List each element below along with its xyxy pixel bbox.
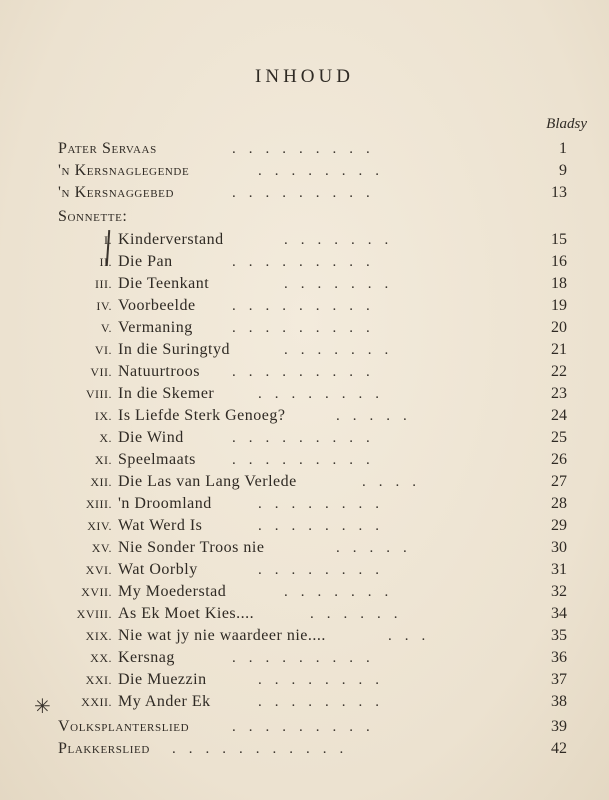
toc-entry-label: My Ander Ek xyxy=(118,693,211,710)
toc-entry-page: 19 xyxy=(551,297,567,314)
toc-entry-page: 22 xyxy=(551,363,567,380)
toc-entry[interactable] xyxy=(0,625,609,647)
leader-dots: ......... xyxy=(232,719,383,735)
toc-entry[interactable] xyxy=(0,716,609,738)
leader-dots: ........ xyxy=(258,163,392,179)
leader-dots: ........ xyxy=(258,496,392,512)
toc-entry[interactable] xyxy=(0,383,609,405)
sonnet-numeral: XVII. xyxy=(81,585,112,599)
sonnet-numeral: XVI. xyxy=(85,563,112,577)
toc-entry[interactable] xyxy=(0,138,609,160)
toc-entry-label: As Ek Moet Kies.... xyxy=(118,605,255,622)
sonnet-numeral: VIII. xyxy=(85,387,112,401)
sonnet-numeral: II. xyxy=(99,255,112,269)
toc-entry[interactable] xyxy=(0,427,609,449)
page-title: INHOUD xyxy=(255,66,354,87)
toc-entry[interactable] xyxy=(0,251,609,273)
toc-entry-page: 13 xyxy=(551,184,567,201)
toc-entry-label: Plakkerslied xyxy=(58,740,150,757)
toc-entry[interactable] xyxy=(0,405,609,427)
toc-entry-page: 21 xyxy=(551,341,567,358)
leader-dots: ......... xyxy=(232,430,383,446)
leader-dots: ........ xyxy=(258,694,392,710)
sonnet-numeral: XV. xyxy=(91,541,112,555)
toc-entry[interactable] xyxy=(0,160,609,182)
toc-entry[interactable] xyxy=(0,603,609,625)
toc-entry-page: 36 xyxy=(551,649,567,666)
leader-dots: ......... xyxy=(232,364,383,380)
toc-entry-label: Die Muezzin xyxy=(118,671,207,688)
toc-entry-label: Kersnag xyxy=(118,649,175,666)
toc-entry[interactable] xyxy=(0,339,609,361)
sonnets-heading: Sonnette: xyxy=(58,208,128,225)
toc-entry[interactable] xyxy=(0,647,609,669)
leader-dots: ........... xyxy=(172,741,357,757)
leader-dots: ......... xyxy=(232,298,383,314)
toc-entry-label: In die Skemer xyxy=(118,385,215,402)
leader-dots: ....... xyxy=(284,342,402,358)
toc-entry[interactable] xyxy=(0,229,609,251)
toc-entry-label: Is Liefde Sterk Genoeg? xyxy=(118,407,286,424)
toc-entry-page: 23 xyxy=(551,385,567,402)
leader-dots: ... xyxy=(388,628,439,644)
leader-dots: ......... xyxy=(232,452,383,468)
toc-entry-label: Die Wind xyxy=(118,429,184,446)
toc-entry-page: 37 xyxy=(551,671,567,688)
leader-dots: ...... xyxy=(310,606,411,622)
leader-dots: ........ xyxy=(258,386,392,402)
toc-entry-page: 31 xyxy=(551,561,567,578)
toc-entry-label: 'n Droomland xyxy=(118,495,212,512)
sonnet-numeral: XIV. xyxy=(87,519,112,533)
toc-entry-page: 20 xyxy=(551,319,567,336)
toc-entry-label: Volksplanterslied xyxy=(58,718,190,735)
sonnet-numeral: III. xyxy=(95,277,112,291)
toc-entry-page: 28 xyxy=(551,495,567,512)
toc-entry-label: My Moederstad xyxy=(118,583,227,600)
toc-entry-label: Wat Werd Is xyxy=(118,517,203,534)
toc-entry-label: Wat Oorbly xyxy=(118,561,198,578)
toc-entry[interactable] xyxy=(0,182,609,204)
leader-dots: ..... xyxy=(336,540,420,556)
toc-entry-label: Speelmaats xyxy=(118,451,196,468)
toc-entry-page: 25 xyxy=(551,429,567,446)
toc-entry-page: 26 xyxy=(551,451,567,468)
toc-entry-label: Vermaning xyxy=(118,319,193,336)
sonnet-numeral: XII. xyxy=(90,475,112,489)
toc-entry[interactable] xyxy=(0,361,609,383)
toc-entry[interactable] xyxy=(0,581,609,603)
leader-dots: ....... xyxy=(284,232,402,248)
toc-entry-page: 38 xyxy=(551,693,567,710)
toc-entry-page: 32 xyxy=(551,583,567,600)
toc-entry-label: Kinderverstand xyxy=(118,231,224,248)
toc-entry-page: 29 xyxy=(551,517,567,534)
toc-entry-page: 30 xyxy=(551,539,567,556)
toc-entry-label: In die Suringtyd xyxy=(118,341,230,358)
toc-entry-page: 15 xyxy=(551,231,567,248)
toc-entry[interactable] xyxy=(0,559,609,581)
sonnet-numeral: XXII. xyxy=(81,695,112,709)
sonnet-numeral: I. xyxy=(104,233,112,247)
sonnet-numeral: IX. xyxy=(94,409,112,423)
sonnet-numeral: X. xyxy=(99,431,112,445)
toc-entry[interactable] xyxy=(0,317,609,339)
asterisk-pencil-mark: ✳ xyxy=(34,694,51,718)
toc-entry-page: 27 xyxy=(551,473,567,490)
toc-entry-label: Die Pan xyxy=(118,253,173,270)
toc-entry-label: 'n Kersnaggebed xyxy=(58,184,175,201)
leader-dots: ........ xyxy=(258,672,392,688)
toc-entry[interactable] xyxy=(0,738,609,760)
toc-entry-page: 42 xyxy=(551,740,567,757)
toc-entry[interactable] xyxy=(0,669,609,691)
toc-entry-label: Die Las van Lang Verlede xyxy=(118,473,297,490)
toc-entry[interactable] xyxy=(0,449,609,471)
toc-entry-label: Die Teenkant xyxy=(118,275,210,292)
leader-dots: .... xyxy=(362,474,429,490)
leader-dots: ........ xyxy=(258,518,392,534)
leader-dots: ....... xyxy=(284,584,402,600)
leader-dots: ..... xyxy=(336,408,420,424)
leader-dots: ........ xyxy=(258,562,392,578)
toc-entry-page: 39 xyxy=(551,718,567,735)
sonnet-numeral: XX. xyxy=(90,651,112,665)
toc-entry-label: Voorbeelde xyxy=(118,297,196,314)
page-column-header: Bladsy xyxy=(546,116,587,132)
sonnet-numeral: IV. xyxy=(96,299,112,313)
toc-entry-label: Natuurtroos xyxy=(118,363,200,380)
toc-entry-page: 9 xyxy=(559,162,567,179)
toc-entry[interactable] xyxy=(0,471,609,493)
sonnet-numeral: XIX. xyxy=(85,629,112,643)
toc-entry-page: 34 xyxy=(551,605,567,622)
sonnet-numeral: XIII. xyxy=(85,497,112,511)
leader-dots: ......... xyxy=(232,320,383,336)
toc-entry[interactable] xyxy=(0,493,609,515)
toc-entry[interactable] xyxy=(0,691,609,713)
toc-entry-page: 1 xyxy=(559,140,567,157)
leader-dots: ......... xyxy=(232,141,383,157)
toc-entry-page: 18 xyxy=(551,275,567,292)
sonnet-numeral: VI. xyxy=(94,343,112,357)
toc-entry-page: 35 xyxy=(551,627,567,644)
sonnet-numeral: XI. xyxy=(94,453,112,467)
sonnet-numeral: VII. xyxy=(90,365,112,379)
toc-entry-label: Nie wat jy nie waardeer nie.... xyxy=(118,627,326,644)
leader-dots: ......... xyxy=(232,650,383,666)
leader-dots: ......... xyxy=(232,185,383,201)
sonnet-numeral: V. xyxy=(100,321,112,335)
toc-entry[interactable] xyxy=(0,515,609,537)
toc-entry-page: 24 xyxy=(551,407,567,424)
toc-entry-label: 'n Kersnaglegende xyxy=(58,162,190,179)
leader-dots: ......... xyxy=(232,254,383,270)
toc-entry-page: 16 xyxy=(551,253,567,270)
sonnet-numeral: XXI. xyxy=(85,673,112,687)
leader-dots: ....... xyxy=(284,276,402,292)
toc-entry[interactable] xyxy=(0,295,609,317)
toc-entry-label: Nie Sonder Troos nie xyxy=(118,539,265,556)
toc-entry[interactable] xyxy=(0,273,609,295)
toc-entry-label: Pater Servaas xyxy=(58,140,157,157)
sonnet-numeral: XVIII. xyxy=(76,607,112,621)
toc-entry[interactable] xyxy=(0,537,609,559)
